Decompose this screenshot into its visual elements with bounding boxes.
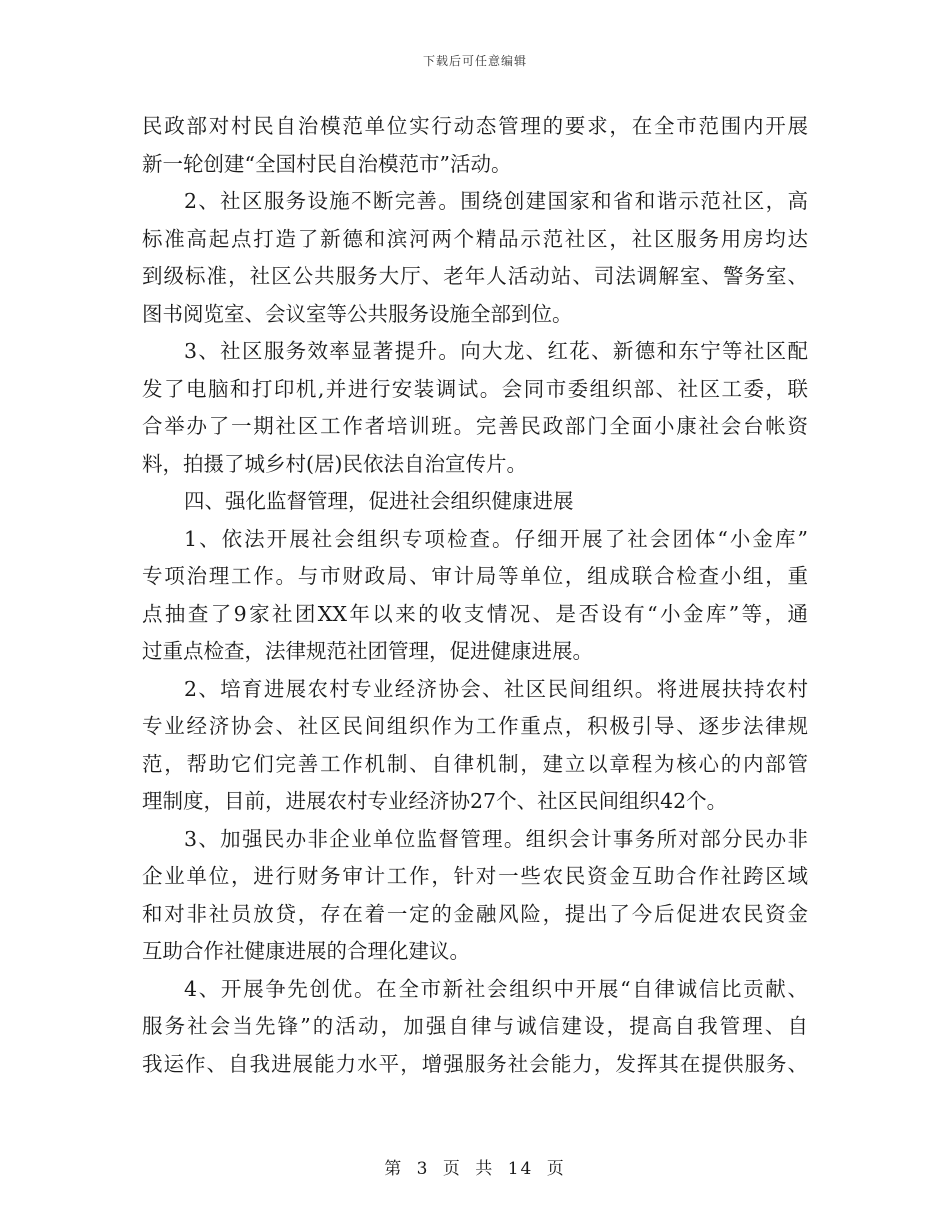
page-header: 下载后可任意编辑 — [422, 54, 527, 68]
text-line: 新一轮创建“全国村民自治模范市”活动。 — [142, 151, 512, 176]
text-line: 理制度，目前，进展农村专业经济协27个、社区民间组织42个。 — [142, 789, 728, 813]
text-line: 民政部对村民自治模范单位实行动态管理的要求，在全市范围内开展 — [142, 114, 808, 138]
text-line: 服务社会当先锋”的活动，加强自律与诚信建设，提高自我管理、自 — [142, 1014, 808, 1038]
text-line: 发了电脑和打印机,并进行安装调试。会同市委组织部、社区工委，联 — [142, 376, 808, 401]
text-line: 范，帮助它们完善工作机制、自律机制，建立以章程为核心的内部管 — [142, 751, 808, 776]
text-line: 标准高起点打造了新德和滨河两个精品示范社区，社区服务用房均达 — [142, 226, 808, 251]
text-line: 2、培育进展农村专业经济协会、社区民间组织。将进展扶持农村 — [184, 676, 808, 701]
text-line: 互助合作社健康进展的合理化建议。 — [142, 939, 470, 963]
text-line: 我运作、自我进展能力水平，增强服务社会能力，发挥其在提供服务、 — [142, 1051, 808, 1076]
page-number-footer: 第 3 页 共 14 页 — [384, 1159, 566, 1179]
text-line: 和对非社员放贷，存在着一定的金融风险，提出了今后促进农民资金 — [142, 901, 808, 926]
text-line: 到级标准，社区公共服务大厅、老年人活动站、司法调解室、警务室、 — [142, 264, 808, 288]
text-line: 料，拍摄了城乡村(居)民依法自治宣传片。 — [142, 451, 527, 476]
text-line: 专业经济协会、社区民间组织作为工作重点，积极引导、逐步法律规 — [142, 714, 808, 738]
text-line: 2、社区服务设施不断完善。围绕创建国家和省和谐示范社区，高 — [184, 189, 808, 213]
text-line: 图书阅览室、会议室等公共服务设施全部到位。 — [142, 301, 573, 326]
document-body — [142, 108, 808, 1083]
text-line: 4、开展争先创优。在全市新社会组织中开展“自律诚信比贡献、 — [184, 976, 808, 1001]
text-line: 3、加强民办非企业单位监督管理。组织会计事务所对部分民办非 — [184, 826, 808, 851]
text-line: 1、依法开展社会组织专项检查。仔细开展了社会团体“小金库” — [184, 526, 808, 551]
text-line: 专项治理工作。与市财政局、审计局等单位，组成联合检查小组，重 — [142, 564, 808, 588]
text-line: 点抽查了9家社团XX年以来的收支情况、是否设有“小金库”等，通 — [142, 601, 808, 626]
text-line: 企业单位，进行财务审计工作，针对一些农民资金互助合作社跨区域 — [142, 864, 808, 888]
section-heading: 四、强化监督管理，促进社会组织健康进展 — [184, 489, 574, 513]
text-line: 合举办了一期社区工作者培训班。完善民政部门全面小康社会台帐资 — [142, 414, 808, 438]
text-line: 过重点检查，法律规范社团管理，促进健康进展。 — [142, 639, 593, 663]
text-line: 3、社区服务效率显著提升。向大龙、红花、新德和东宁等社区配 — [184, 339, 808, 363]
